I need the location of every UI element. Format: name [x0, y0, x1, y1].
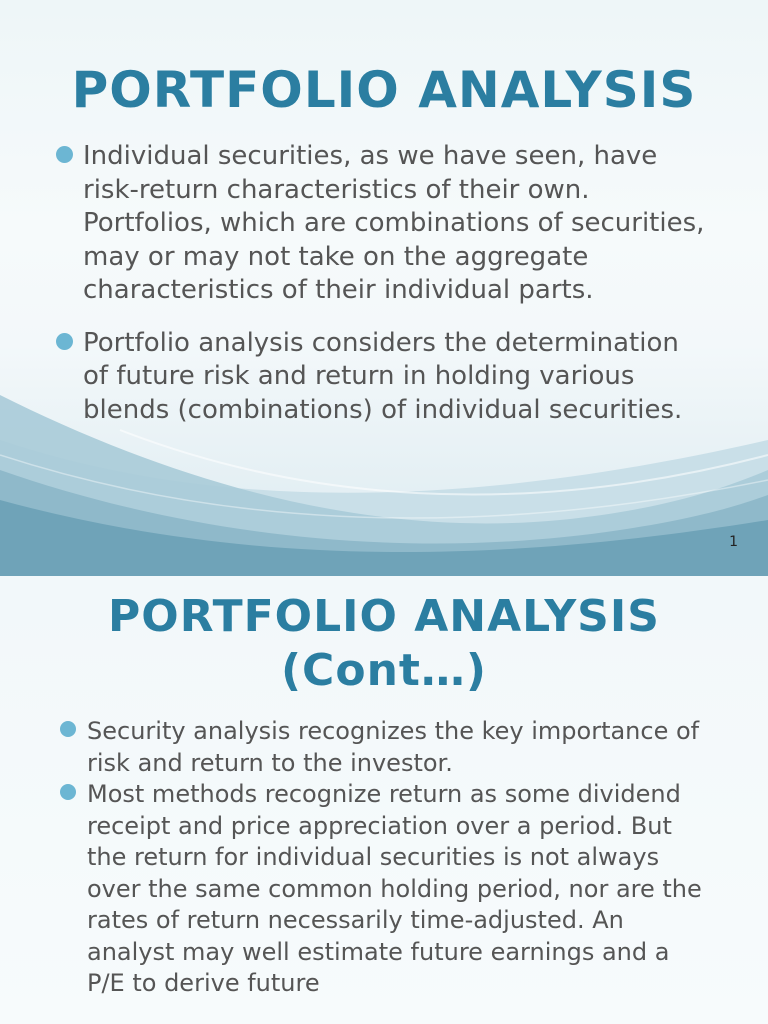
bullet-dot-icon [56, 146, 73, 163]
page-number: 1 [729, 534, 738, 550]
bullet-list [56, 140, 706, 427]
bullet-item [56, 140, 706, 308]
bullet-dot-icon [56, 333, 73, 350]
bullet-dot-icon [60, 784, 76, 800]
bullet-text: Individual securities, as we have seen, have risk-return characteristics of their own. Portfolios, which are combinations of securities, may or may not take on the aggregate characteristics of their individual parts. [83, 141, 705, 305]
bullet-list [60, 716, 710, 1000]
bullet-dot-icon [60, 721, 76, 737]
slide-title-line-1: PORTFOLIO ANALYSIS [108, 591, 660, 642]
bullet-item [60, 716, 710, 779]
slide-title: PORTFOLIO ANALYSIS [71, 61, 697, 119]
bullet-text: Most methods recognize return as some dividend receipt and price appreciation over a period. But the return for individual securities is not always over the same common holding period, nor are the rates of return necessarily time-adjusted. An analyst may well estimate future earnings and a P/E to derive future [87, 780, 702, 997]
bullet-text: Security analysis recognizes the key importance of risk and return to the investor. [87, 717, 700, 777]
bullet-item [56, 327, 706, 428]
bullet-item [60, 779, 710, 1000]
slide-title-line-2: (Cont…) [280, 645, 488, 696]
bullet-text: Portfolio analysis considers the determination of future risk and return in holding various blends (combinations) of individual securities. [83, 327, 683, 425]
slide-title [0, 590, 768, 698]
